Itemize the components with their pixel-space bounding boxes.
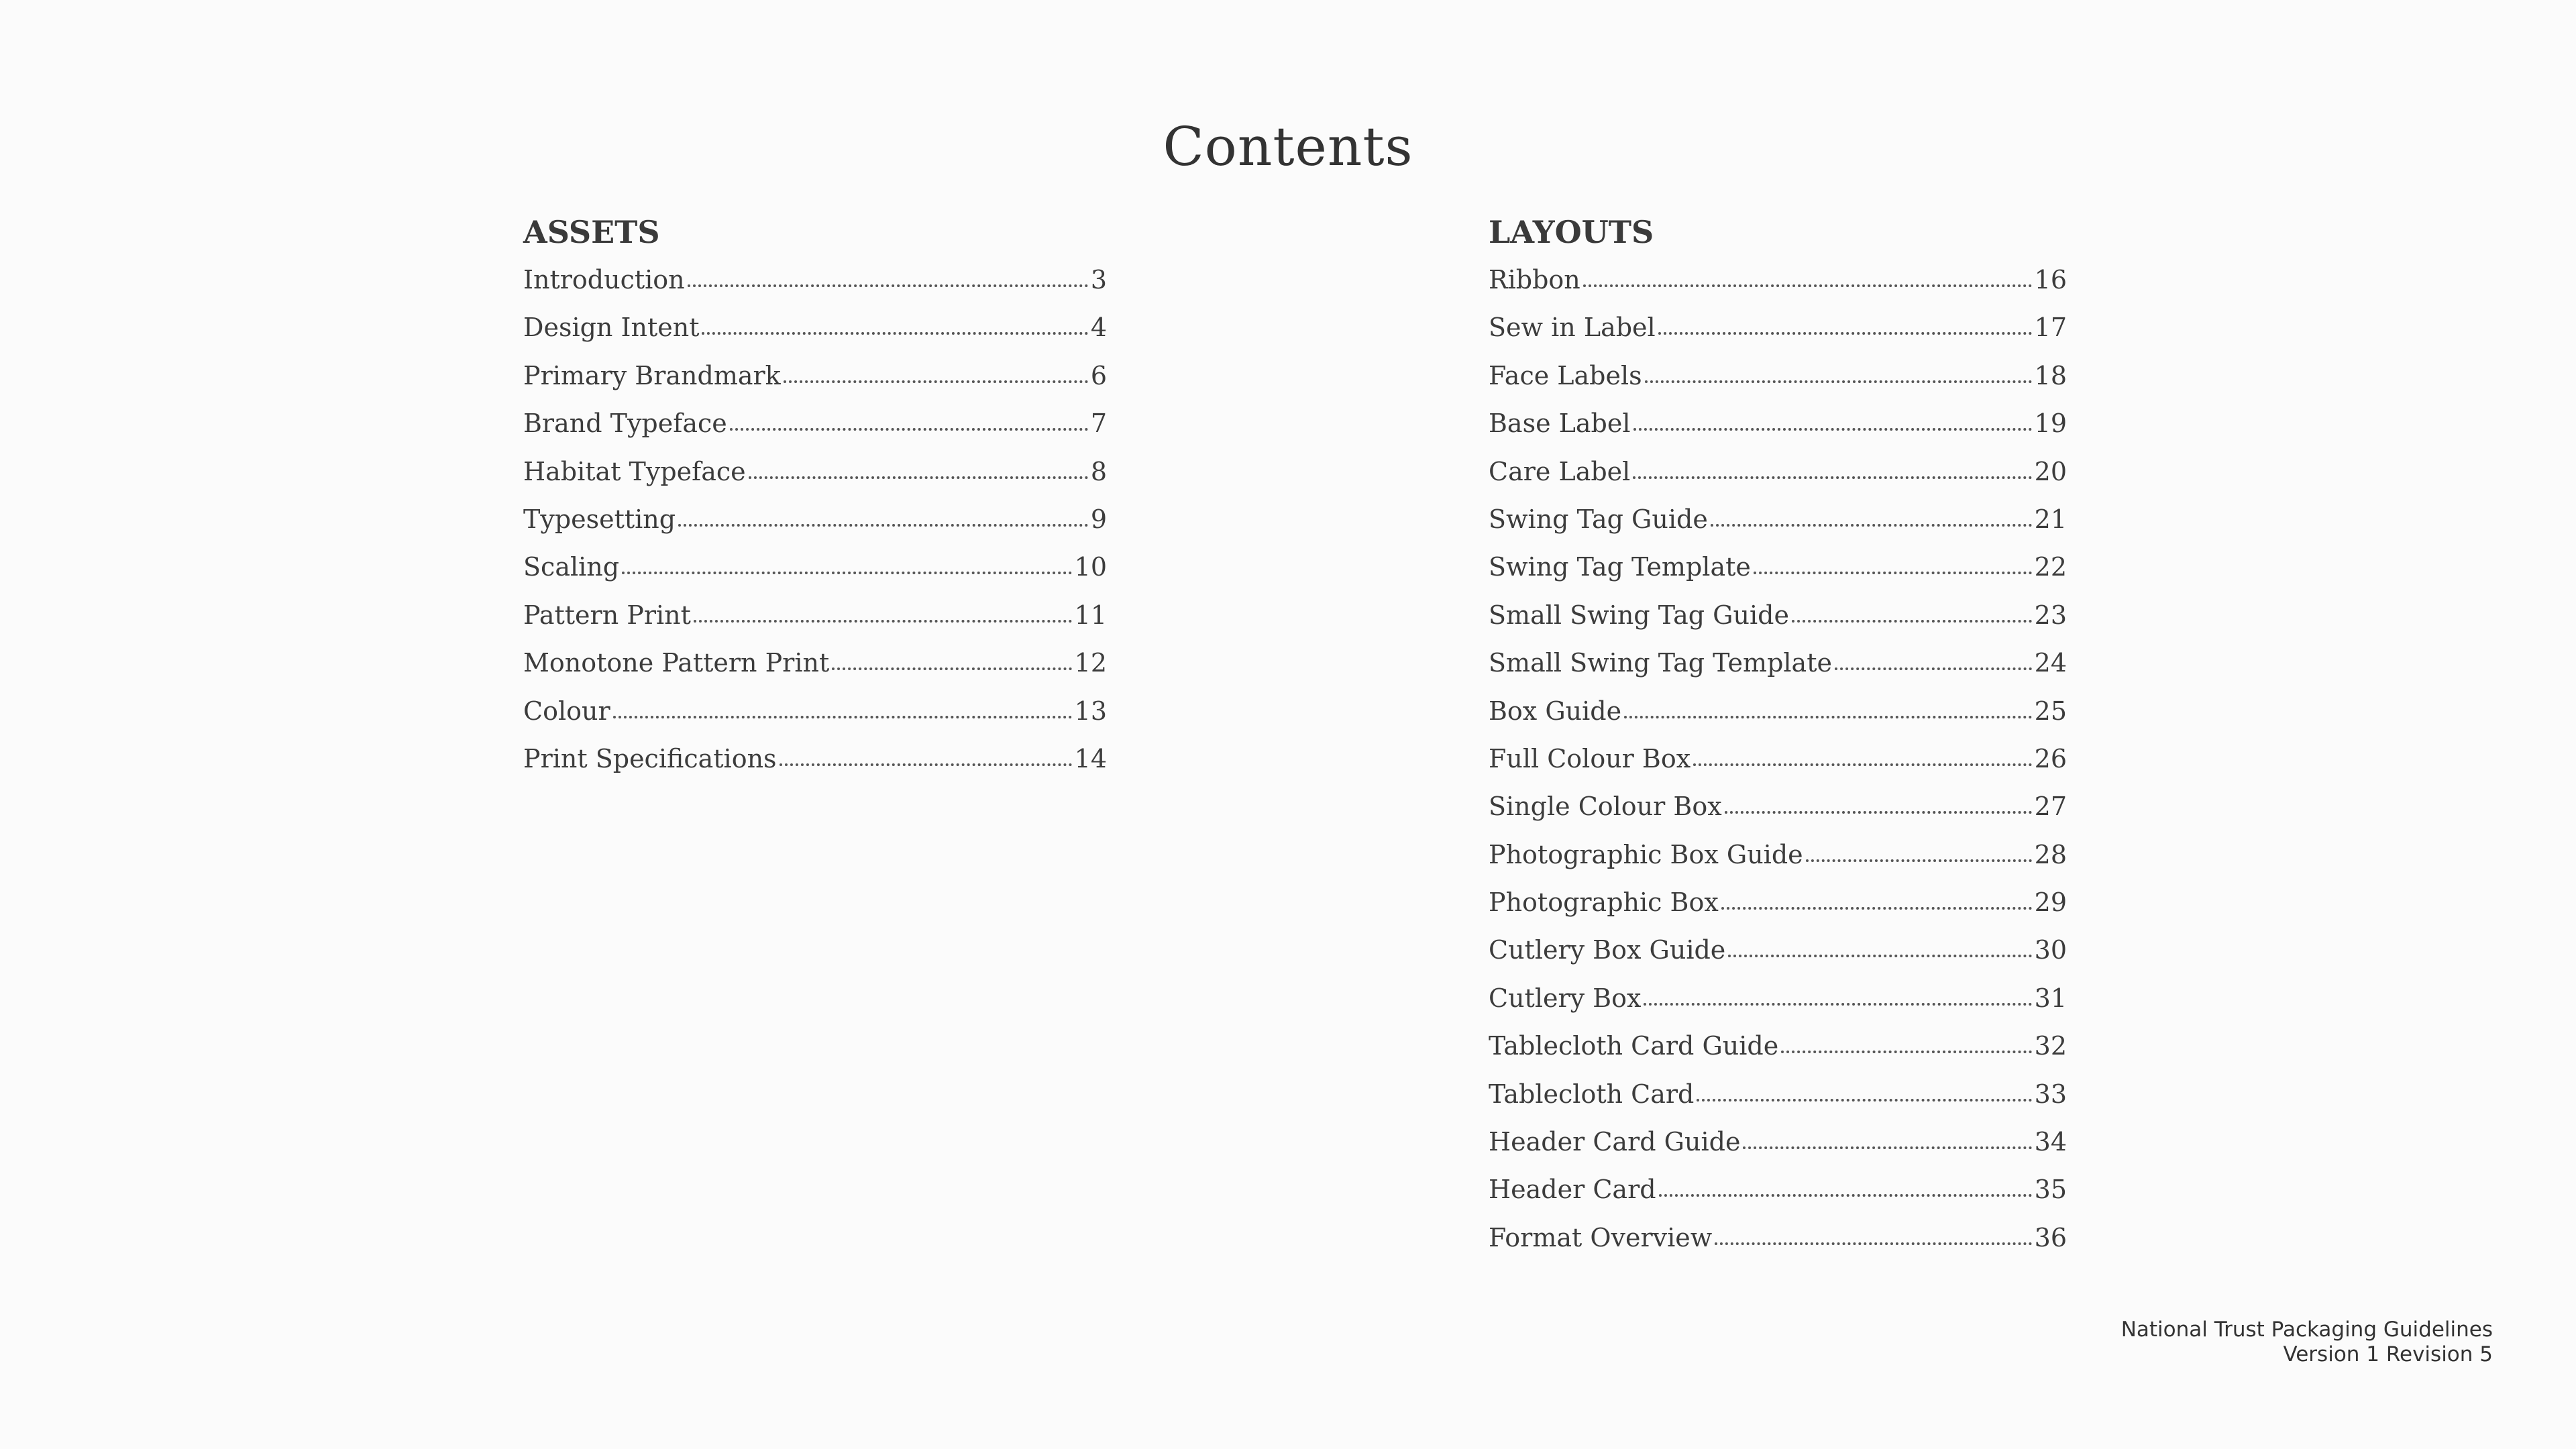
toc-entry-page-number: 20 [2034, 456, 2067, 486]
toc-entry-label: Typesetting [523, 504, 676, 534]
toc-entry-label: Primary Brandmark [523, 360, 781, 390]
toc-dot-leader [678, 524, 1088, 527]
toc-entry-label: Header Card [1489, 1175, 1656, 1205]
toc-entry-page-number: 29 [2034, 888, 2067, 918]
toc-entry[interactable] [1489, 352, 2067, 400]
toc-dot-leader [622, 572, 1072, 574]
toc-entry-page-number: 7 [1090, 409, 1107, 439]
layouts-toc-list [1489, 256, 2067, 1262]
toc-entry-page-number: 13 [1074, 696, 1107, 726]
toc-dot-leader [1715, 1242, 2031, 1245]
toc-entry[interactable] [1489, 1118, 2067, 1166]
toc-dot-leader [730, 428, 1088, 431]
toc-entry-page-number: 10 [1074, 552, 1107, 582]
toc-entry-label: Tablecloth Card Guide [1489, 1031, 1779, 1061]
toc-dot-leader [1644, 1003, 2031, 1006]
toc-entry[interactable] [1489, 448, 2067, 496]
toc-entry-page-number: 3 [1090, 265, 1107, 294]
toc-dot-leader [702, 332, 1087, 335]
toc-entry-label: Cutlery Box Guide [1489, 935, 1726, 965]
toc-entry-page-number: 32 [2034, 1031, 2067, 1061]
toc-entry[interactable] [523, 496, 1107, 543]
toc-dot-leader [832, 667, 1071, 670]
toc-entry-label: Sew in Label [1489, 313, 1656, 343]
toc-entry[interactable] [1489, 975, 2067, 1022]
toc-entry-page-number: 25 [2034, 696, 2067, 726]
toc-entry-page-number: 21 [2034, 504, 2067, 534]
toc-entry[interactable] [1489, 304, 2067, 352]
layouts-section [1489, 208, 2067, 1262]
toc-dot-leader [749, 476, 1088, 479]
toc-entry-label: Ribbon [1489, 265, 1580, 294]
toc-entry-label: Swing Tag Guide [1489, 504, 1708, 534]
toc-entry-label: Brand Typeface [523, 409, 727, 439]
toc-entry-page-number: 36 [2034, 1222, 2067, 1252]
toc-dot-leader [780, 763, 1072, 766]
toc-entry-page-number: 9 [1090, 504, 1107, 534]
toc-entry-label: Cutlery Box [1489, 983, 1642, 1013]
toc-entry[interactable] [523, 735, 1107, 783]
toc-entry-label: Header Card Guide [1489, 1127, 1741, 1157]
toc-entry-label: Face Labels [1489, 360, 1642, 390]
toc-entry-page-number: 26 [2034, 743, 2067, 773]
toc-dot-leader [1792, 620, 2032, 623]
toc-entry-page-number: 19 [2034, 409, 2067, 439]
toc-dot-leader [613, 716, 1072, 718]
toc-dot-leader [1835, 667, 2032, 670]
toc-entry[interactable] [1489, 256, 2067, 304]
toc-entry[interactable] [523, 400, 1107, 447]
toc-entry[interactable] [1489, 831, 2067, 879]
toc-dot-leader [1583, 284, 2032, 287]
toc-entry-label: Photographic Box [1489, 888, 1719, 918]
toc-dot-leader [1697, 1099, 2031, 1102]
toc-entry[interactable] [523, 352, 1107, 400]
page-title: Contents [1163, 115, 1413, 178]
toc-entry-label: Format Overview [1489, 1222, 1713, 1252]
toc-entry[interactable] [1489, 1071, 2067, 1118]
toc-entry-page-number: 18 [2034, 360, 2067, 390]
toc-entry[interactable] [1489, 592, 2067, 639]
toc-entry-label: Full Colour Box [1489, 743, 1691, 773]
toc-entry-label: Habitat Typeface [523, 456, 746, 486]
toc-entry[interactable] [1489, 735, 2067, 783]
toc-entry-page-number: 31 [2034, 983, 2067, 1013]
toc-dot-leader [1659, 1194, 2032, 1197]
toc-dot-leader [1633, 476, 2031, 479]
toc-dot-leader [1645, 380, 2032, 383]
toc-entry[interactable] [1489, 543, 2067, 591]
toc-entry-label: Monotone Pattern Print [523, 648, 830, 678]
toc-entry[interactable] [1489, 400, 2067, 447]
toc-entry[interactable] [1489, 688, 2067, 735]
toc-entry[interactable] [1489, 783, 2067, 830]
footer-version: Version 1 Revision 5 [2283, 1342, 2493, 1366]
toc-entry-page-number: 17 [2034, 313, 2067, 343]
toc-dot-leader [784, 380, 1088, 383]
toc-entry-label: Box Guide [1489, 696, 1622, 726]
toc-entry-page-number: 30 [2034, 935, 2067, 965]
document-footer [2121, 1318, 2493, 1367]
toc-entry[interactable] [1489, 496, 2067, 543]
toc-entry[interactable] [523, 256, 1107, 304]
toc-dot-leader [1633, 428, 2032, 431]
toc-entry-label: Single Colour Box [1489, 792, 1722, 822]
toc-entry[interactable] [523, 543, 1107, 591]
toc-dot-leader [1721, 907, 2032, 910]
toc-entry-label: Base Label [1489, 409, 1631, 439]
toc-entry[interactable] [1489, 1214, 2067, 1262]
toc-entry[interactable] [1489, 879, 2067, 926]
toc-entry[interactable] [1489, 639, 2067, 687]
toc-dot-leader [688, 284, 1088, 287]
toc-dot-leader [1806, 859, 2032, 862]
toc-entry-label: Scaling [523, 552, 620, 582]
toc-dot-leader [1658, 332, 2032, 335]
toc-dot-leader [1728, 955, 2031, 957]
toc-entry-page-number: 12 [1074, 648, 1107, 678]
toc-entry-label: Photographic Box Guide [1489, 839, 1803, 869]
toc-entry-page-number: 16 [2034, 265, 2067, 294]
assets-section [523, 208, 1107, 783]
toc-entry-page-number: 23 [2034, 600, 2067, 630]
toc-dot-leader [694, 620, 1072, 623]
toc-entry-label: Tablecloth Card [1489, 1079, 1695, 1109]
toc-entry-page-number: 34 [2034, 1127, 2067, 1157]
toc-entry[interactable] [523, 639, 1107, 687]
toc-entry-page-number: 6 [1090, 360, 1107, 390]
toc-entry-label: Design Intent [523, 313, 700, 343]
toc-dot-leader [1781, 1051, 2031, 1053]
toc-entry-page-number: 11 [1074, 600, 1107, 630]
toc-entry-label: Colour [523, 696, 610, 726]
toc-entry-page-number: 27 [2034, 792, 2067, 822]
assets-heading: ASSETS [523, 214, 660, 250]
toc-entry-page-number: 14 [1074, 743, 1107, 773]
toc-entry-label: Small Swing Tag Guide [1489, 600, 1789, 630]
toc-dot-leader [1743, 1146, 2031, 1149]
toc-entry[interactable] [1489, 926, 2067, 974]
toc-entry-page-number: 35 [2034, 1175, 2067, 1205]
toc-entry-page-number: 28 [2034, 839, 2067, 869]
toc-dot-leader [1624, 716, 2032, 718]
assets-toc-list [523, 256, 1107, 783]
toc-entry-page-number: 4 [1090, 313, 1107, 343]
toc-entry[interactable] [523, 304, 1107, 352]
toc-entry-label: Print Specifications [523, 743, 777, 773]
toc-entry[interactable] [1489, 1166, 2067, 1214]
toc-entry-page-number: 8 [1090, 456, 1107, 486]
toc-dot-leader [1725, 811, 2032, 814]
toc-entry-page-number: 22 [2034, 552, 2067, 582]
toc-entry-page-number: 24 [2034, 648, 2067, 678]
toc-entry-label: Introduction [523, 265, 685, 294]
toc-entry-label: Small Swing Tag Template [1489, 648, 1832, 678]
toc-entry-page-number: 33 [2034, 1079, 2067, 1109]
toc-entry-label: Swing Tag Template [1489, 552, 1751, 582]
toc-entry[interactable] [523, 592, 1107, 639]
toc-dot-leader [1693, 763, 2031, 766]
toc-entry[interactable] [523, 688, 1107, 735]
toc-dot-leader [1711, 524, 2032, 527]
layouts-heading: LAYOUTS [1489, 214, 1654, 250]
toc-entry-label: Care Label [1489, 456, 1631, 486]
toc-dot-leader [1754, 572, 2032, 574]
footer-title: National Trust Packaging Guidelines [2121, 1318, 2493, 1342]
toc-entry[interactable] [1489, 1022, 2067, 1070]
toc-entry[interactable] [523, 448, 1107, 496]
toc-entry-label: Pattern Print [523, 600, 691, 630]
